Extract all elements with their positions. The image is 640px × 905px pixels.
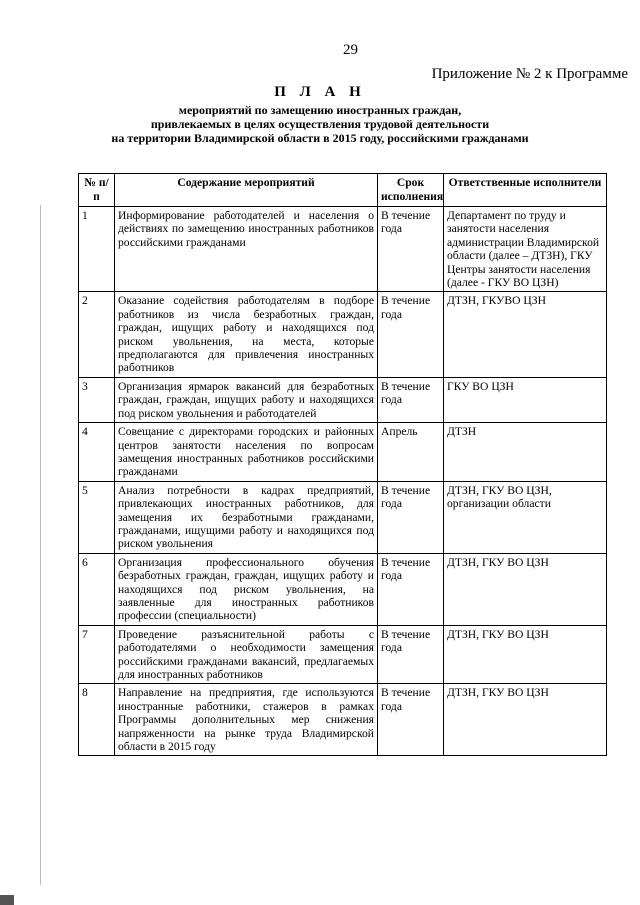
row-term: В течение года [378,292,444,377]
row-term: В течение года [378,553,444,625]
row-responsible: ДТЗН [444,423,607,482]
table-row [79,684,607,756]
row-responsible: ДТЗН, ГКУ ВО ЦЗН, организации области [444,481,607,553]
row-term: В течение года [378,207,444,292]
header-term: Срок исполнения [378,174,444,207]
subtitle-line: мероприятий по замещению иностранных граждан, [178,103,462,117]
row-num: 2 [79,292,115,377]
row-num: 4 [79,423,115,482]
plan-table [78,173,607,756]
document-title: П Л А Н [274,84,366,100]
row-term: В течение года [378,684,444,756]
row-num: 5 [79,481,115,553]
table-row [79,553,607,625]
document-subtitle [0,103,640,145]
table-row [79,292,607,377]
row-num: 1 [79,207,115,292]
row-responsible: ДТЗН, ГКУВО ЦЗН [444,292,607,377]
row-content: Организация ярмарок вакансий для безработных граждан, граждан, ищущих работу и находящихся под риском увольнения и работодателей [115,377,378,422]
table-row [79,625,607,684]
subtitle-line: на территории Владимирской области в 2015 году, российскими гражданами [111,131,529,145]
page-number: 29 [343,42,358,58]
table-header-row [79,174,607,207]
appendix-label: Приложение № 2 к Программе [431,66,628,82]
header-num: № п/п [79,174,115,207]
row-responsible: ГКУ ВО ЦЗН [444,377,607,422]
row-term: В течение года [378,377,444,422]
row-num: 6 [79,553,115,625]
table-row [79,377,607,422]
header-responsible: Ответственные исполнители [444,174,607,207]
table-row [79,423,607,482]
row-responsible: Департамент по труду и занятости населения администрации Владимирской области (далее – ДТЗН), ГКУ Центры занятости населения (далее - ГКУ ВО ЦЗН) [444,207,607,292]
table-row [79,481,607,553]
row-content: Направление на предприятия, где используются иностранные работники, стажеров в рамках Программы дополнительных мер снижения напряженности на рынке труда Владимирской области в 2015 году [115,684,378,756]
row-content: Совещание с директорами городских и районных центров занятости населения по вопросам замещения иностранных работников российскими гражданами [115,423,378,482]
row-responsible: ДТЗН, ГКУ ВО ЦЗН [444,625,607,684]
row-content: Информирование работодателей и населения о действиях по замещению иностранных работников российскими гражданами [115,207,378,292]
row-num: 7 [79,625,115,684]
row-content: Анализ потребности в кадрах предприятий, привлекающих иностранных работников, для замещения их безработными гражданами, гражданами, ищущими работу и находящихся под риском увольнения [115,481,378,553]
row-content: Оказание содействия работодателям в подборе работников из числа безработных граждан, граждан, ищущих работу и находящихся под риском увольнения, на места, которые предполагаются для привлечения иностранных работников [115,292,378,377]
row-responsible: ДТЗН, ГКУ ВО ЦЗН [444,553,607,625]
scan-corner-mark [0,895,14,905]
subtitle-line: привлекаемых в целях осуществления трудовой деятельности [150,117,490,131]
row-responsible: ДТЗН, ГКУ ВО ЦЗН [444,684,607,756]
row-term: Апрель [378,423,444,482]
header-content: Содержание мероприятий [115,174,378,207]
row-num: 8 [79,684,115,756]
table-row [79,207,607,292]
row-content: Организация профессионального обучения безработных граждан, граждан, ищущих работу и находящихся под риском увольнения, на заявленные для иностранных работников профессии (специальности) [115,553,378,625]
row-num: 3 [79,377,115,422]
row-term: В течение года [378,481,444,553]
scan-edge-line [40,205,41,885]
row-content: Проведение разъяснительной работы с работодателями о необходимости замещения российскими гражданами вакансий, предлагаемых для иностранных работников [115,625,378,684]
row-term: В течение года [378,625,444,684]
